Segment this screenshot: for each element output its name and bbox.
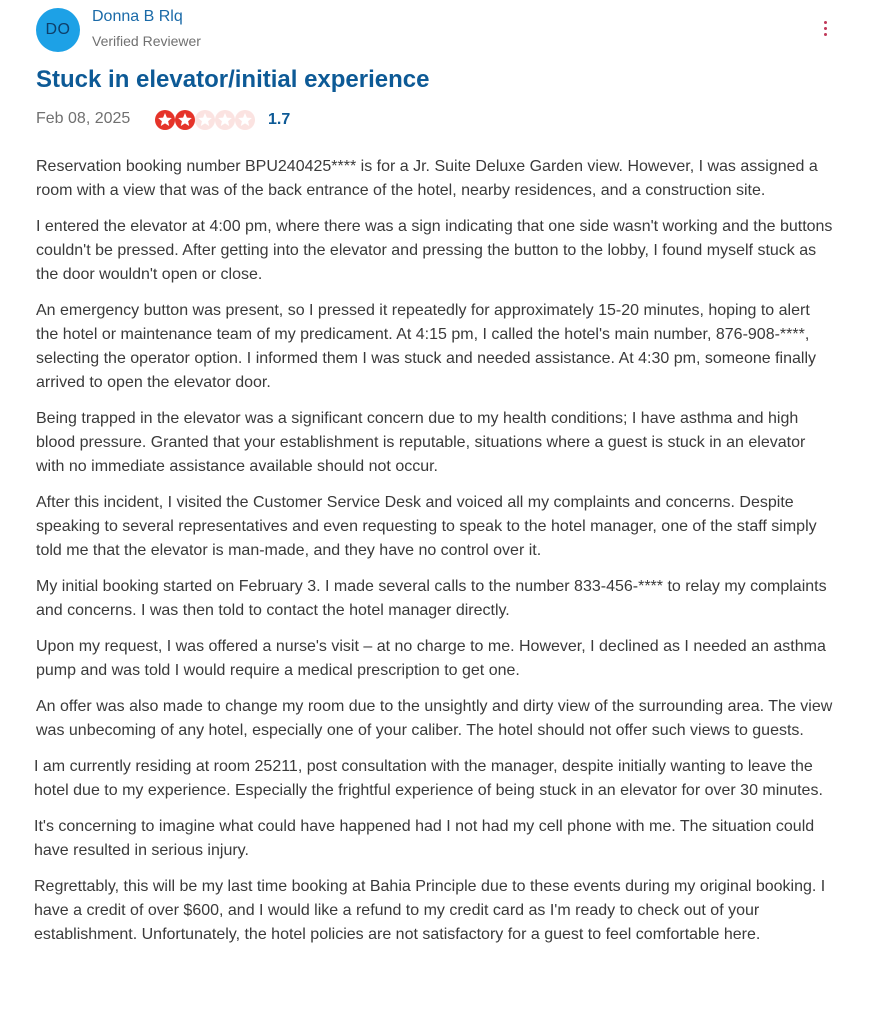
- star-outline-icon: [214, 109, 236, 131]
- more-vertical-icon: [824, 21, 827, 24]
- review-paragraph: An emergency button was present, so I pressed it repeatedly for approximately 15-20 minutes, hoping to alert the hotel or maintenance team of my predicament. At 4:15 pm, I called the hotel's main number, 876-908-****, selecting the operator option. I informed them I was stuck and needed assistance. At 4:30 pm, someone finally arrived to open the elevator door.: [36, 302, 816, 391]
- review-paragraph: I am currently residing at room 25211, post consultation with the manager, despite initially wanting to leave the hotel due to my experience. Especially the frightful experience of being stuck in an elevator for over 30 minutes.: [34, 758, 823, 799]
- rating-value: 1.7: [268, 111, 291, 128]
- more-vertical-icon-dot: [824, 27, 827, 30]
- review-paragraph: Reservation booking number BPU240425**** is for a Jr. Suite Deluxe Garden view. However, I was assigned a room with a view that was of the back entrance of the hotel, nearby residences, and a construction site.: [36, 158, 818, 199]
- review-paragraph: My initial booking started on February 3. I made several calls to the number 833-456-**** to relay my complaints and concerns. I was then told to contact the hotel manager directly.: [36, 578, 827, 619]
- review-body: [36, 155, 836, 959]
- more-options-button[interactable]: [816, 18, 834, 38]
- star-outline-icon: [194, 109, 216, 131]
- review-paragraph: After this incident, I visited the Customer Service Desk and voiced all my complaints and concerns. Despite speaking to several representatives and even requesting to speak to the hotel manager, one of the staff simply told me that the elevator is man-made, and they have no control over it.: [36, 494, 817, 559]
- review-paragraph: Regrettably, this will be my last time booking at Bahia Principle due to these events during my original booking. I have a credit of over $600, and I would like a refund to my credit card as I'm ready to check out of your establishment. Unfortunately, the hotel policies are not satisfactory for a guest to feel comfortable here.: [34, 878, 826, 943]
- more-vertical-icon-dot: [824, 33, 827, 36]
- star-rating: [154, 109, 290, 131]
- review-paragraph: An offer was also made to change my room due to the unsightly and dirty view of the surrounding area. The view was unbecoming of any hotel, especially one of your caliber. The hotel should not offer such views to guests.: [36, 698, 833, 739]
- review-paragraph: Upon my request, I was offered a nurse's visit – at no charge to me. However, I declined as I needed an asthma pump and was told I would require a medical prescription to get one.: [36, 638, 826, 679]
- review-date: Feb 08, 2025: [36, 110, 131, 127]
- review-paragraph: It's concerning to imagine what could have happened had I not had my cell phone with me. The situation could have resulted in serious injury.: [34, 818, 815, 859]
- reviewer-name[interactable]: Donna B Rlq: [92, 8, 183, 25]
- star-outline-icon: [234, 109, 256, 131]
- review-title: Stuck in elevator/initial experience: [36, 66, 430, 93]
- star-icon: [154, 109, 176, 131]
- avatar: DO: [36, 8, 80, 52]
- review-paragraph: I entered the elevator at 4:00 pm, where there was a sign indicating that one side wasn't working and the buttons couldn't be pressed. After getting into the elevator and pressing the button to the lobby, I found myself stuck as the door wouldn't open or close.: [36, 218, 833, 283]
- star-icon: [174, 109, 196, 131]
- verified-reviewer-badge: Verified Reviewer: [92, 33, 201, 49]
- review-paragraph: Being trapped in the elevator was a significant concern due to my health conditions; I have asthma and high blood pressure. Granted that your establishment is reputable, situations where a guest is stuck in an elevator with no immediate assistance available should not occur.: [36, 410, 806, 475]
